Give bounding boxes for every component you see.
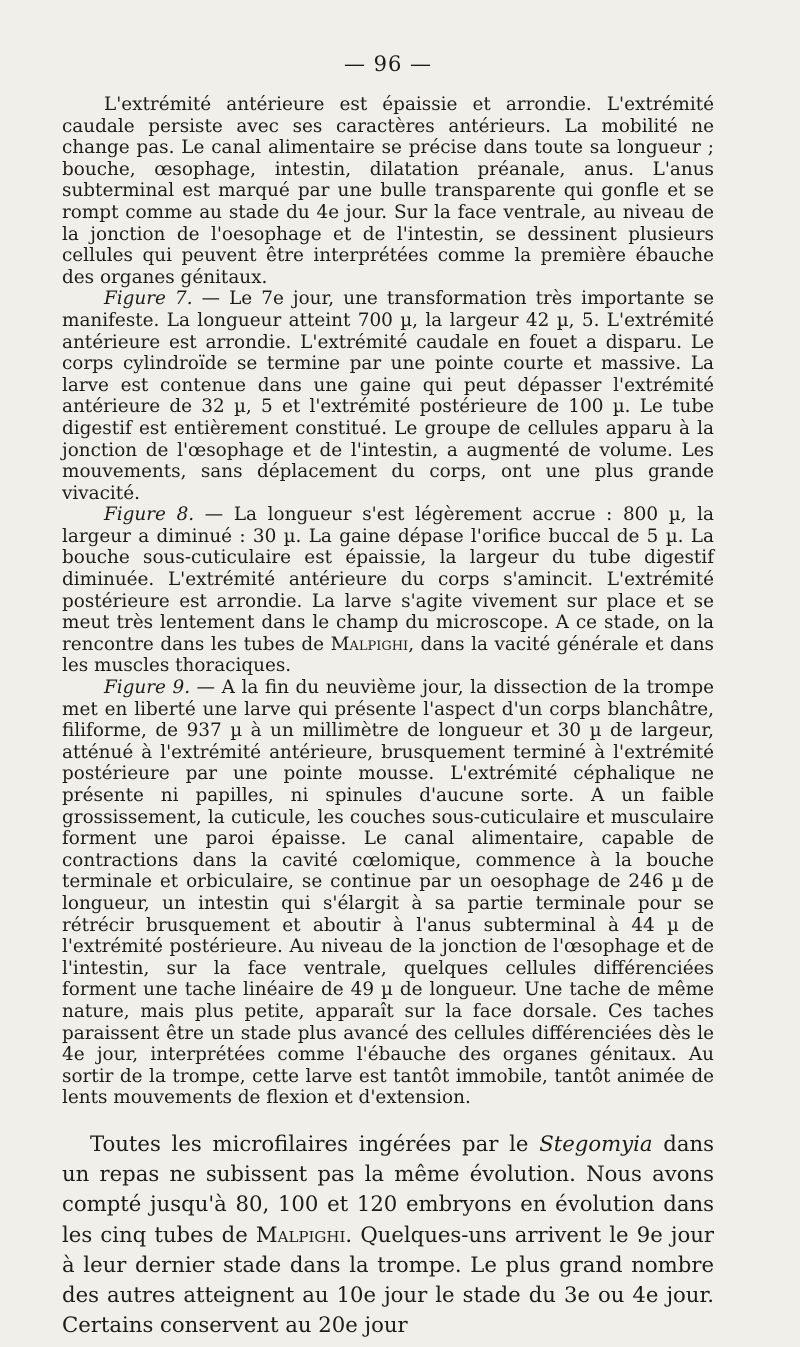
section-gap — [62, 1109, 714, 1129]
paragraph-final — [62, 1129, 714, 1340]
paragraph-figure-9 — [62, 677, 714, 1109]
malpighi-name-final: Malpighi — [255, 1221, 346, 1247]
paragraph-figure-8 — [62, 504, 714, 677]
figure-7-text: — Le 7e jour, une transformation très importante se manifeste. La longueur atteint 700 µ, la largeur 42 µ, 5. L'extrémité antérieure est arrondie. L'extrémité caudale en fouet a disparu. Le corps cylindroïde se termine par une pointe courte et massive. La larve est contenue dans une gaine qui peut dépasser l'extrémité antérieure de 32 µ, 5 et l'extrémité postérieure de 100 µ. Le tube digestif est entièrement constitué. Le groupe de cellules apparu à la jonction de l'œsophage et de l'intestin, a augmenté de volume. Les mouvements, sans déplacement du corps, ont une plus grande vivacité. — [62, 288, 715, 504]
figure-9-text: — A la fin du neuvième jour, la dissection de la trompe met en liberté une larve qui présente l'aspect d'un corps blanchâtre, filiforme, de 937 µ à un millimètre de longueur et 30 µ de largeur, atténué à l'extrémité antérieure, brusquement terminé à l'extrémité postérieure par une pointe mousse. L'extrémité céphalique ne présente ni papilles, ni spinules d'aucune sorte. A un faible grossissement, la cuticule, les couches sous-cuticulaire et musculaire forment une paroi épaisse. Le canal alimentaire, capable de contractions dans la cavité cœlomique, commence à la bouche terminale et orbiculaire, se continue par un oesophage de 246 µ de longueur, un intestin qui s'élargit à sa partie terminale pour se rétrécir brusquement et aboutir à l'anus subterminal à 44 µ de l'extrémité postérieure. Au niveau de la jonction de l'œsophage et de l'intestin, sur la face ventrale, quelques cellules différenciées forment une tache linéaire de 49 µ de longueur. Une tache de même nature, mais plus petite, apparaît sur la face dorsale. Ces taches paraissent être un stade plus avancé des cellules différenciées dès le 4e jour, interprétées comme l'ébauche des organes génitaux. Au sortir de la trompe, cette larve est tantôt immobile, tantôt animée de lents mouvements de flexion et d'extension. — [62, 677, 715, 1109]
figure-8-label: Figure 8. — [104, 504, 195, 526]
page-number: — 96 — — [343, 52, 433, 76]
paragraph-intro: L'extrémité antérieure est épaissie et arrondie. L'extrémité caudale persiste avec ses caractères antérieurs. La mobilité ne change pas. Le canal alimentaire se précise dans toute sa longueur ; bouche, œsophage, intestin, dilatation préanale, anus. L'anus subterminal est marqué par une bulle transparente qui gonfle et se rompt comme au stade du 4e jour. Sur la face ventrale, au niveau de la jonction de l'oesophage et de l'intestin, se dessinent plusieurs cellules qui peuvent être interprétées comme la première ébauche des organes génitaux. — [62, 94, 714, 288]
final-text-before: Toutes les microfilaires ingérées par le — [90, 1130, 540, 1156]
final-text-middle: dans un repas ne subissent pas la même évolution. Nous avons compté jusqu'à 80, 100 et 120 embryons en évolution dans les cinq tubes de — [62, 1130, 715, 1247]
final-text-after: . Quelques-uns arrivent le 9e jour à leur dernier stade dans la trompe. Le plus grand nombre des autres atteignent au 10e jour le stade du 3e ou 4e jour. Certains conservent au 20e jour — [62, 1221, 714, 1338]
figure-7-label: Figure 7. — [104, 288, 193, 310]
figure-8-text-before: — La longueur s'est légèrement accrue : 800 µ, la largeur a diminué : 30 µ. La gaine dépase l'orifice buccal de 5 µ. La bouche sous-cuticulaire est épaissie, la largeur du tube digestif diminuée. L'extrémité antérieure du corps s'amincit. L'extrémité postérieure est arrondie. La larve s'agite vivement sur place et se meut très lentement dans le champ du microscope. A ce stade, on la rencontre dans les tubes de — [62, 504, 715, 655]
stegomyia-genus: Stegomyia — [539, 1130, 653, 1156]
figure-8-text-after: , dans la vacité générale et dans les muscles thoraciques. — [62, 633, 714, 677]
malpighi-name: Malpighi — [330, 633, 409, 655]
paragraph-figure-7 — [62, 288, 714, 504]
figure-9-label: Figure 9. — [104, 677, 191, 699]
